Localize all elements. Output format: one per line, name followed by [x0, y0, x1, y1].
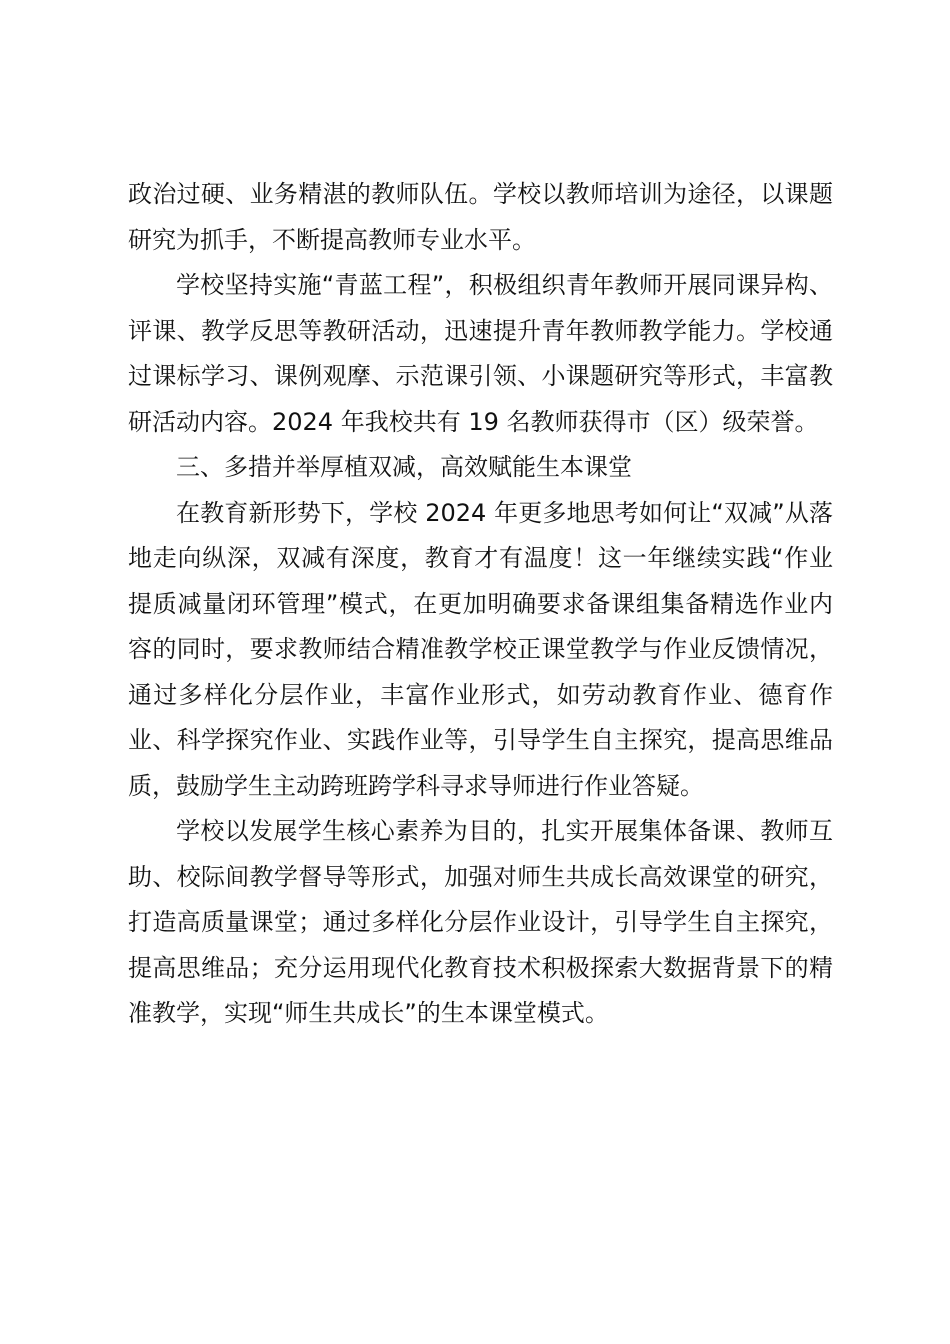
paragraph-continuation: 政治过硬、业务精湛的教师队伍。学校以教师培训为途径，以课题研究为抓手，不断提高教师专业水平。 — [128, 180, 833, 254]
section-heading-three: 三、多措并举厚植双减，高效赋能生本课堂 — [176, 453, 632, 481]
document-body — [128, 172, 833, 1037]
paragraph-qinglan-project: 学校坚持实施“青蓝工程”，积极组织青年教师开展同课异构、评课、教学反思等教研活动，迅速提升青年教师教学能力。学校通过课标学习、课例观摩、示范课引领、小课题研究等形式，丰富教研活动内容。2024 年我校共有 19 名教师获得市（区）级荣誉。 — [128, 271, 833, 436]
paragraph-core-literacy: 学校以发展学生核心素养为目的，扎实开展集体备课、教师互助、校际间教学督导等形式，加强对师生共成长高效课堂的研究，打造高质量课堂；通过多样化分层作业设计，引导学生自主探究，提高思维品；充分运用现代化教育技术积极探索大数据背景下的精准教学，实现“师生共成长”的生本课堂模式。 — [128, 817, 833, 1027]
paragraph-double-reduction: 在教育新形势下，学校 2024 年更多地思考如何让“双减”从落地走向纵深，双减有深度，教育才有温度！这一年继续实践“作业提质减量闭环管理”模式，在更加明确要求备课组集备精选作业内容的同时，要求教师结合精准教学校正课堂教学与作业反馈情况，通过多样化分层作业，丰富作业形式，如劳动教育作业、德育作业、科学探究作业、实践作业等，引导学生自主探究，提高思维品质，鼓励学生主动跨班跨学科寻求导师进行作业答疑。 — [128, 498, 833, 800]
